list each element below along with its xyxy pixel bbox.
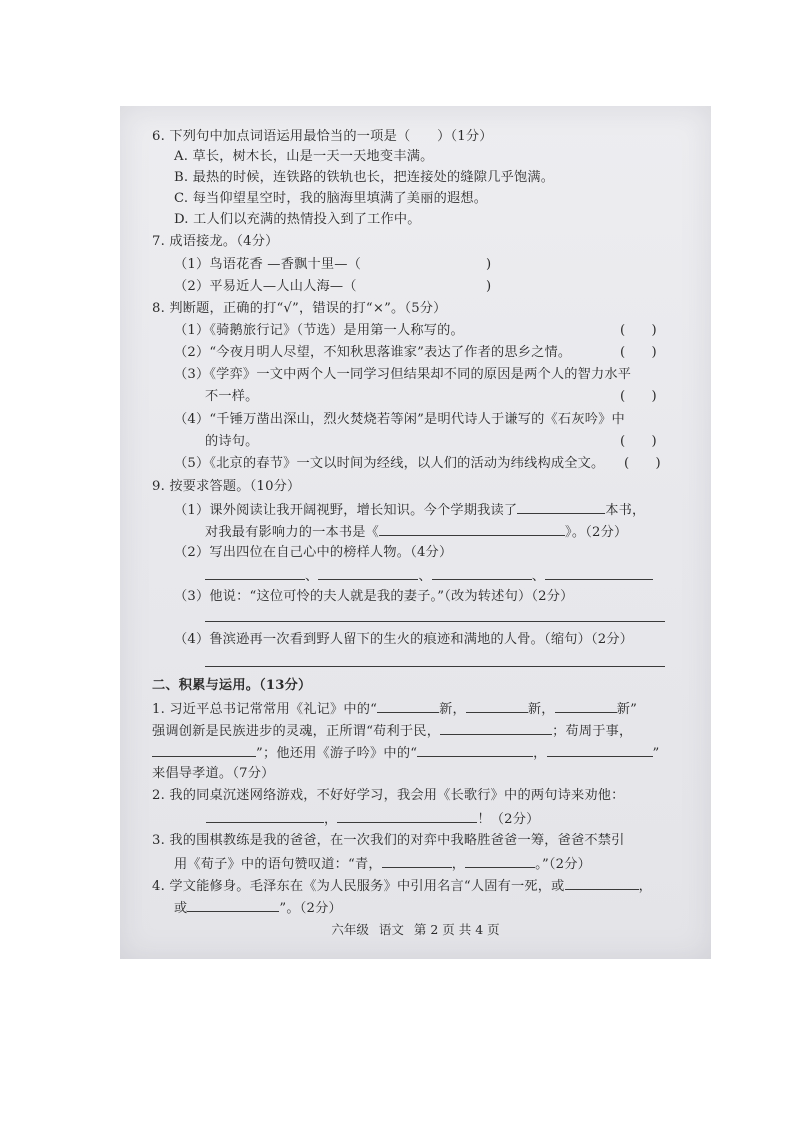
separator: 、 [418, 569, 432, 584]
role-model-blank-2[interactable] [318, 566, 418, 580]
gouzhou-blank[interactable] [152, 743, 256, 757]
section-2-q2-line-1: 2. 我的同桌沉迷网络游戏，不好好学习，我会用《长歌行》中的两句诗来劝他： [152, 788, 625, 803]
question-6-option-c: C. 每当仰望星空时，我的脑海里填满了美丽的遐想。 [174, 191, 488, 206]
section-2-q2-suffix: ！（2分） [477, 812, 540, 827]
answer-line-9-4[interactable] [205, 666, 665, 667]
section-2-q4-text-1: 4. 学文能修身。毛泽东在《为人民服务》中引用名言“人固有一死，或 [152, 879, 565, 894]
books-count-blank[interactable] [517, 500, 605, 514]
role-model-blank-3[interactable] [432, 566, 532, 580]
answer-paren-8-1[interactable]: ( ) [620, 323, 657, 338]
question-7-item-1-close: ) [486, 257, 492, 272]
question-7-stem: 7. 成语接龙。（4分） [152, 234, 279, 249]
question-9-item-3: （3）他说：“这位可怜的夫人就是我的妻子。”（改为转述句）（2分） [174, 589, 574, 604]
question-9-item-1-suffix: 本书， [605, 503, 646, 518]
exam-page [120, 106, 711, 959]
question-9-item-1-b-suffix: 》。（2分） [565, 525, 628, 540]
role-model-blank-4[interactable] [545, 566, 653, 580]
section-2-q1-text-4: 新” [616, 702, 638, 717]
role-model-blank-1[interactable] [205, 566, 305, 580]
weirenmin-blank-1[interactable] [565, 876, 639, 890]
separator: 、 [531, 569, 546, 584]
section-2-q1-text-9: ” [652, 746, 660, 761]
page-footer [120, 921, 711, 939]
section-2-q3-line-2 [174, 854, 591, 874]
section-2-q1-text-1: 1. 习近平总书记常常用《礼记》中的“ [152, 702, 378, 717]
question-9-item-4: （4）鲁滨逊再一次看到野人留下的生火的痕迹和满地的人骨。（缩句）（2分） [174, 632, 634, 647]
section-2-q2-line-2 [206, 809, 540, 829]
weirenmin-blank-2[interactable] [187, 898, 279, 912]
answer-line-9-3[interactable] [205, 621, 665, 622]
question-9-item-2: （2）写出四位在自己心中的榜样人物。（4分） [174, 545, 453, 560]
xunzi-blank-1[interactable] [382, 854, 452, 868]
answer-paren-8-3[interactable]: ( ) [620, 389, 657, 404]
section-2-q1-line-3 [152, 743, 660, 763]
answer-paren-8-4[interactable]: ( ) [620, 434, 657, 449]
section-2-q4-text-4: ”。（2分） [279, 901, 342, 916]
question-6-stem: 6. 下列句中加点词语运用最恰当的一项是（ ）（1分） [152, 129, 493, 144]
question-8-item-2: （2）“今夜月明人尽望，不知秋思落谁家”表达了作者的思乡之情。 [174, 345, 572, 360]
section-2-q4-text-3: 或 [174, 901, 188, 916]
question-7-item-2-close: ) [486, 279, 492, 294]
question-9-item-1-text: （1）课外阅读让我开阔视野，增长知识。今个学期我读了 [174, 503, 518, 518]
role-model-blanks [205, 566, 653, 586]
question-8-item-3-line-2: 不一样。 [205, 389, 259, 404]
section-2-q3-text-1: 用《荀子》中的语句赞叹道：“青， [174, 857, 382, 872]
footer-grade: 六年级 [331, 922, 369, 937]
separator: 、 [305, 569, 319, 584]
section-2-q1-text-7: ”；他还用《游子吟》中的“ [256, 746, 418, 761]
youziyin-blank-2[interactable] [547, 743, 653, 757]
section-2-q1-text-3: 新， [527, 702, 555, 717]
section-2-q1-text-5: 强调创新是民族进步的灵魂，正所谓“苟利于民， [152, 724, 441, 739]
question-6-option-a: A. 草长，树木长，山是一天一天地变丰满。 [174, 149, 434, 164]
question-8-item-4-line-1: （4）“千锤万凿出深山，烈火焚烧若等闲”是明代诗人于谦写的《石灰吟》中 [174, 412, 625, 427]
footer-subject: 语文 [378, 922, 404, 937]
section-2-q1-line-4: 来倡导孝道。（7分） [152, 766, 275, 781]
changgexing-blank-1[interactable] [206, 809, 324, 823]
question-6-option-b: B. 最热的时候，连铁路的铁轨也长，把连接处的缝隙几乎饱满。 [174, 170, 555, 185]
question-7-item-2: （2）平易近人—人山人海—（ [174, 279, 357, 294]
section-2-heading: 二、积累与运用。（13分） [152, 678, 312, 693]
youziyin-blank-1[interactable] [417, 743, 533, 757]
xunzi-blank-2[interactable] [465, 854, 535, 868]
liji-blank-3[interactable] [555, 699, 617, 713]
question-9-item-1-line-1 [174, 500, 645, 520]
question-9-stem: 9. 按要求答题。（10分） [152, 479, 301, 494]
section-2-q4-text-2: ， [638, 879, 652, 894]
gouli-blank[interactable] [440, 721, 552, 735]
section-2-q1-text-6: ；苟周于事， [552, 724, 633, 739]
section-2-q1-line-2 [152, 721, 632, 741]
section-2-q4-line-1 [152, 876, 652, 896]
question-6-option-d: D. 工人们以充满的热情投入到了工作中。 [174, 212, 421, 227]
section-2-q3-text-3: 。”（2分） [535, 857, 592, 872]
question-9-item-1-line-2 [205, 522, 627, 542]
liji-blank-2[interactable] [466, 699, 528, 713]
section-2-q1-text-8: ， [533, 746, 547, 761]
section-2-q1-text-2: 新， [439, 702, 466, 717]
section-2-q3-line-1: 3. 我的围棋教练是我的爸爸，在一次我们的对弈中我略胜爸爸一筹，爸爸不禁引 [152, 833, 625, 848]
section-2-q1-line-1 [152, 699, 637, 719]
question-8-item-4-line-2: 的诗句。 [205, 434, 259, 449]
question-7-item-1: （1）鸟语花香 —香飘十里—（ [174, 257, 362, 272]
question-8-stem: 8. 判断题，正确的打“√”，错误的打“×”。（5分） [152, 301, 447, 316]
liji-blank-1[interactable] [377, 699, 439, 713]
answer-paren-8-2[interactable]: ( ) [620, 345, 657, 360]
question-8-item-5: （5）《北京的春节》一文以时间为经线，以人们的活动为纬线构成全文。 [174, 456, 605, 471]
question-8-item-1: （1）《骑鹅旅行记》（节选）是用第一人称写的。 [174, 323, 464, 338]
question-8-item-3-line-1: （3）《学弈》一文中两个人一同学习但结果却不同的原因是两个人的智力水平 [174, 367, 632, 382]
section-2-q4-line-2 [174, 898, 342, 918]
footer-page-number: 第 2 页 共 4 页 [413, 922, 500, 937]
section-2-q3-text-2: ， [451, 857, 466, 872]
section-2-q2-comma: ， [324, 812, 338, 827]
answer-paren-8-5[interactable]: ( ) [624, 456, 661, 471]
changgexing-blank-2[interactable] [337, 809, 477, 823]
favorite-book-blank[interactable] [379, 522, 565, 536]
question-9-item-1-b-text: 对我最有影响力的一本书是《 [205, 525, 380, 540]
